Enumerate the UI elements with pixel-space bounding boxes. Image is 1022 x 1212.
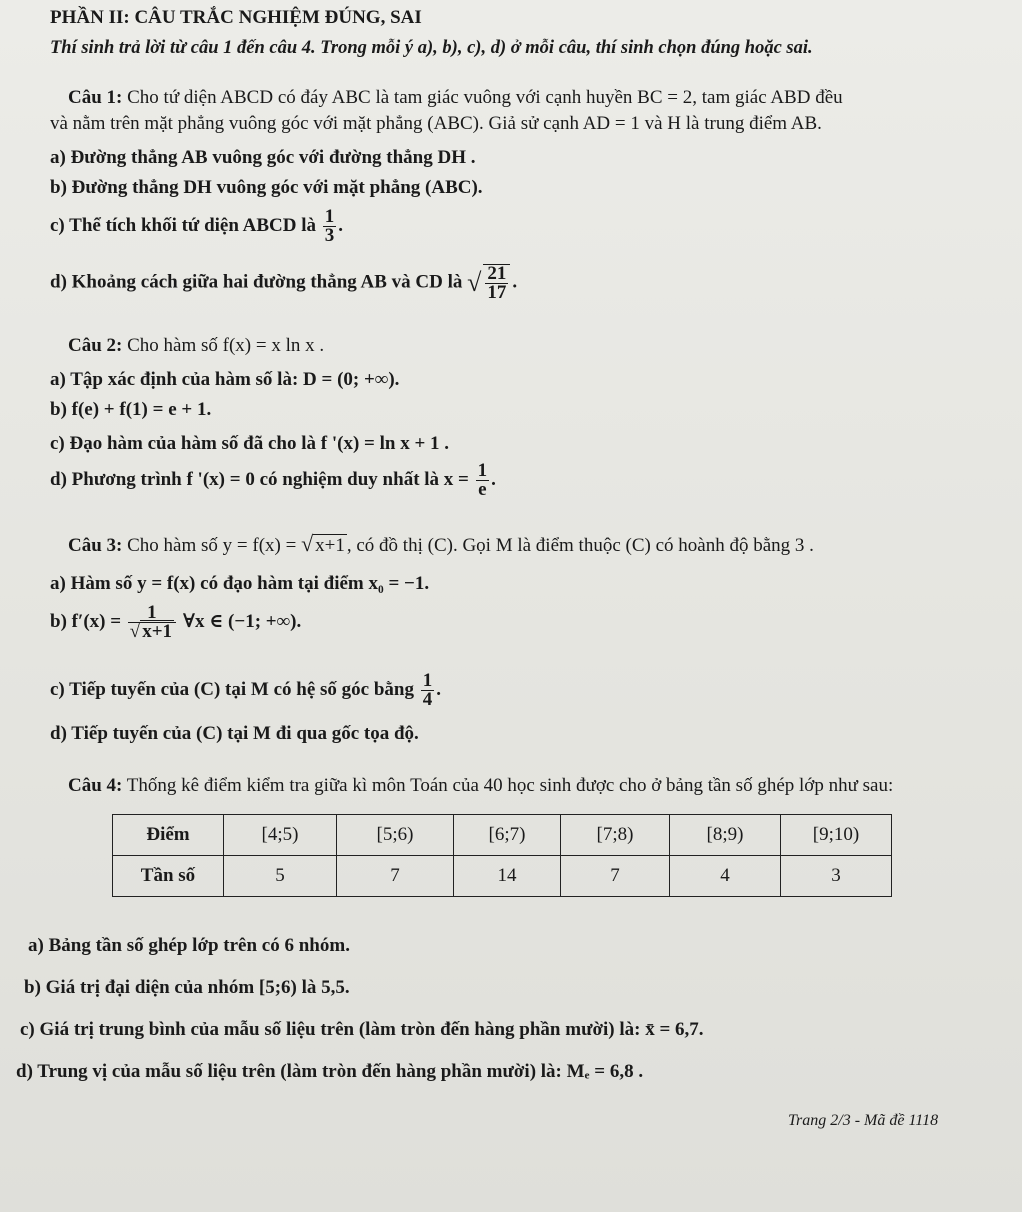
q1-d-text: d) Khoảng cách giữa hai đường thẳng AB và CD là — [50, 271, 463, 293]
q4-intro: Thống kê điểm kiểm tra giữa kì môn Toán của 40 học sinh được cho ở bảng tần số ghép lớp như sau: — [126, 775, 894, 796]
table-cell-class: [5;6) — [337, 815, 454, 856]
q3-intro-line — [68, 532, 814, 558]
q3-option-c: c) Tiếp tuyến của (C) tại M có hệ số góc bằng $\frac{1}{4}$ . — [50, 670, 441, 710]
q3-b-text: b) f′(x) = — [50, 610, 122, 632]
table-cell-class: [4;5) — [224, 815, 337, 856]
q1-option-b: b) Đường thẳng DH vuông góc với mặt phẳng (ABC). — [50, 177, 483, 198]
q1-option-c: c) Thể tích khối tứ diện ABCD là $\frac{1}{3}$ . — [50, 206, 343, 246]
q1-option-d: d) Khoảng cách giữa hai đường thẳng AB và CD là √ $\frac{21}{17}$ . — [50, 263, 518, 303]
q1-c-text: c) Thể tích khối tứ diện ABCD là — [50, 214, 316, 236]
q2-option-b: b) f(e) + f(1) = e + 1. — [50, 399, 212, 420]
sqrt-sign: √ — [467, 268, 482, 297]
instructions: Thí sinh trả lời từ câu 1 đến câu 4. Trong mỗi ý a), b), c), d) ở mỗi câu, thí sinh chọn đúng hoặc sai. — [50, 38, 813, 58]
q4-option-c: c) Giá trị trung bình của mẫu số liệu trên (làm tròn đến hàng phần mười) là: x̄ = 6,7. — [20, 1019, 704, 1040]
q1-d-numerator: 21 — [487, 263, 507, 284]
q4-option-b: b) Giá trị đại diện của nhóm [5;6) là 5,5. — [24, 977, 350, 998]
q3-c-denominator: 4 — [422, 689, 433, 710]
q3-b-fraction — [128, 604, 176, 641]
table-cell-class: [8;9) — [670, 815, 781, 856]
q3-intro-b: , có đồ thị (C). Gọi M là điểm thuộc (C) có hoành độ bằng 3 . — [346, 535, 814, 556]
q1-c-fraction — [323, 208, 337, 245]
q2-option-d: d) Phương trình f '(x) = 0 có nghiệm duy nhất là x = $\frac{1}{e}$ . — [50, 460, 496, 500]
q1-line1 — [68, 86, 843, 110]
q1-text-1: Cho tứ diện ABCD có đáy ABC là tam giác vuông với cạnh huyền BC = 2, tam giác ABD đều — [127, 87, 843, 108]
table-row-scores — [113, 815, 892, 856]
q4-intro-line — [68, 774, 893, 798]
q3-b-denominator: √ x+1 — [129, 621, 173, 642]
q2-d-numerator: 1 — [477, 460, 488, 481]
table-cell-frequency: 5 — [224, 856, 337, 897]
q2-intro: Cho hàm số f(x) = x ln x . — [127, 335, 325, 356]
q2-intro-line — [68, 334, 324, 358]
q3-c-numerator: 1 — [422, 670, 433, 691]
sqrt-sign: √ — [301, 531, 314, 556]
page-footer: Trang 2/3 - Mã đề 1118 — [788, 1112, 939, 1129]
q3-b-numerator: 1 — [128, 604, 176, 623]
q1-d-denominator: 17 — [487, 282, 507, 303]
q1-c-numerator: 1 — [324, 206, 335, 227]
q2-label: Câu 2: — [68, 335, 123, 356]
q3-option-b — [50, 604, 301, 656]
q3-label: Câu 3: — [68, 535, 123, 556]
q2-option-c: c) Đạo hàm của hàm số đã cho là f '(x) = ln x + 1 . — [50, 433, 450, 454]
q4-label: Câu 4: — [68, 775, 123, 796]
frequency-table — [112, 814, 892, 897]
q3-c-text: c) Tiếp tuyến của (C) tại M có hệ số góc bằng — [50, 678, 414, 700]
q1-option-a: a) Đường thẳng AB vuông góc với đường thẳng DH . — [50, 147, 476, 168]
section-title: PHẦN II: CÂU TRẮC NGHIỆM ĐÚNG, SAI — [50, 7, 422, 28]
table-cell-frequency: 14 — [454, 856, 561, 897]
table-header-frequency: Tần số — [113, 856, 224, 897]
table-cell-frequency: 4 — [670, 856, 781, 897]
q1-d-fraction — [483, 264, 510, 302]
table-cell-frequency: 3 — [781, 856, 892, 897]
q2-d-text: d) Phương trình f '(x) = 0 có nghiệm duy nhất là x = — [50, 468, 469, 490]
q3-radicand: x+1 — [315, 535, 345, 556]
q2-d-fraction — [476, 462, 490, 499]
table-cell-frequency: 7 — [337, 856, 454, 897]
q1-line2: và nằm trên mặt phẳng vuông góc với mặt phẳng (ABC). Giả sử cạnh AD = 1 và H là trung điểm AB. — [50, 113, 822, 134]
q2-d-denominator: e — [478, 479, 487, 500]
table-cell-class: [7;8) — [561, 815, 670, 856]
q1-label: Câu 1: — [68, 87, 123, 108]
q3-c-fraction — [421, 672, 435, 709]
q1-c-denominator: 3 — [324, 225, 335, 246]
q3-option-a: a) Hàm số y = f(x) có đạo hàm tại điểm x₀ = −1. — [50, 573, 430, 594]
table-cell-class: [9;10) — [781, 815, 892, 856]
q3-b-radicand: x+1 — [142, 621, 173, 642]
table-cell-frequency: 7 — [561, 856, 670, 897]
table-header-score: Điểm — [113, 815, 224, 856]
q2-option-a: a) Tập xác định của hàm số là: D = (0; +∞). — [50, 369, 400, 390]
q3-option-d: d) Tiếp tuyến của (C) tại M đi qua gốc tọa độ. — [50, 723, 419, 744]
q3-intro-a: Cho hàm số y = f(x) = — [127, 535, 297, 556]
table-row-frequencies — [113, 856, 892, 897]
q4-option-d: d) Trung vị của mẫu số liệu trên (làm tròn đến hàng phần mười) là: Mₑ = 6,8 . — [16, 1061, 644, 1082]
q3-b-tail: ∀x ∈ (−1; +∞). — [182, 610, 302, 632]
table-cell-class: [6;7) — [454, 815, 561, 856]
q4-option-a: a) Bảng tần số ghép lớp trên có 6 nhóm. — [28, 935, 350, 956]
